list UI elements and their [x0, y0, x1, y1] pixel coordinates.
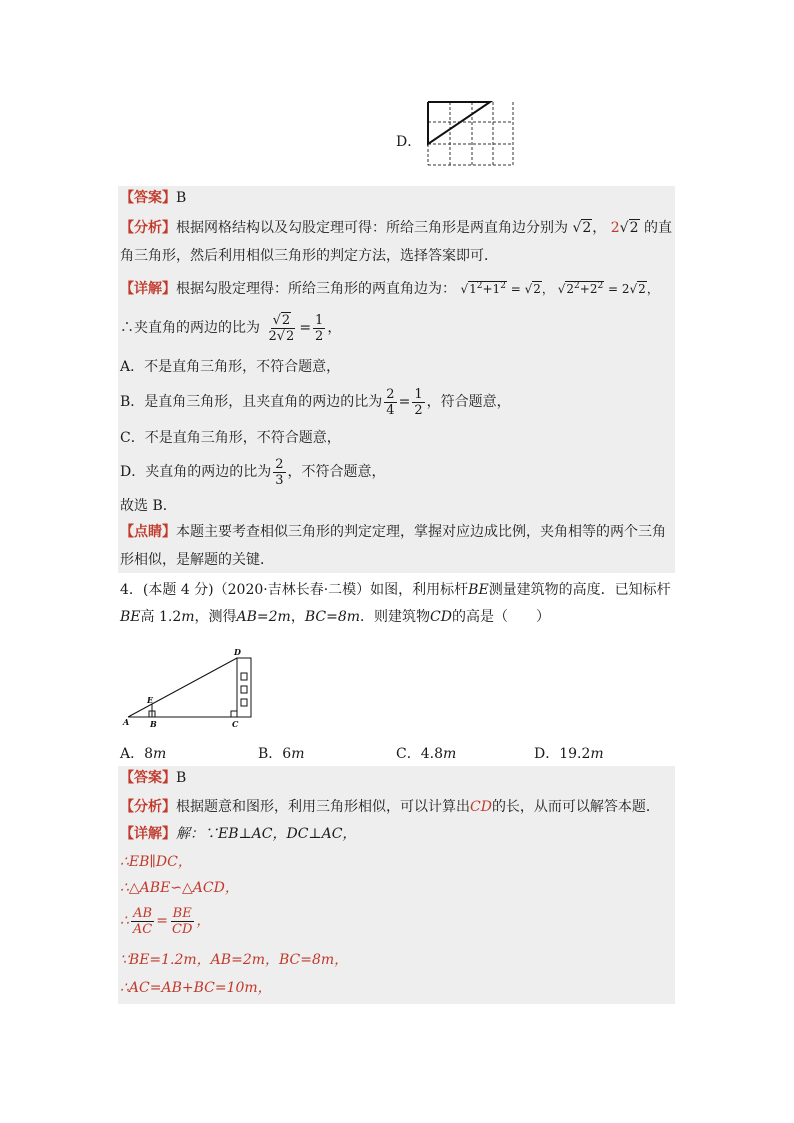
choice-c[interactable]: [396, 743, 456, 763]
analysis-line-2: 角三角形，然后利用相似三角形的判定方法，选择答案即可．: [120, 248, 498, 264]
frac-num: 2: [281, 312, 291, 328]
frac-den: 3: [275, 472, 284, 488]
label-c: C: [232, 719, 239, 729]
step-similar: ∴△ABE∽△ACD，: [120, 880, 239, 896]
frac-den: AC: [132, 921, 153, 937]
answer-value: B: [176, 770, 187, 786]
answer-tag: 【答案】: [120, 190, 176, 206]
frac-suffix: ，: [196, 913, 211, 929]
fraction-ab-ac: [131, 906, 154, 937]
term: 1: [469, 282, 477, 296]
answer-line-2: [120, 768, 186, 788]
term: 2: [638, 282, 646, 296]
sqrt-value: 2: [629, 220, 639, 236]
question-text: 的高是（ ）: [451, 609, 550, 625]
term: 2: [589, 282, 598, 296]
point-line-2: 形相似，是解题的关键．: [120, 552, 274, 568]
analysis-text: 的长，从而可以解答本题．: [491, 799, 660, 815]
point-text: 本题主要考查相似三角形的判定定理，掌握对应边成比例，夹角相等的两个三角: [176, 524, 666, 540]
question-text: ，: [290, 609, 305, 625]
analysis-tag: 【分析】: [120, 799, 176, 815]
ratio-prefix: ∴夹直角的两边的比为: [120, 320, 260, 336]
label-a: A: [123, 717, 130, 727]
point-tag: 【点睛】: [120, 524, 176, 540]
question-4-line-2: [120, 607, 550, 627]
ratio-rhs-fraction: [313, 313, 325, 344]
step-given: ∵BE=1.2m，AB=2m，BC=8m，: [120, 952, 349, 968]
opt-b-suffix: ，符合题意，: [426, 394, 511, 410]
option-a-line: A．不是直角三角形，不符合题意，: [120, 359, 341, 375]
label-d: D: [234, 647, 241, 657]
step-ac: ∴AC=AB+BC=10m，: [120, 980, 272, 996]
frac-num: AB: [133, 905, 153, 921]
frac-den-coef: 2: [268, 328, 277, 344]
option-d-label: D．: [396, 134, 422, 150]
step-parallel: ∴EB∥DC，: [120, 854, 192, 870]
detail-text: 根据勾股定理得：所给三角形的两直角边为：: [176, 281, 456, 297]
opt-d-suffix: ，不符合题意，: [287, 464, 386, 480]
frac-prefix: ∴: [120, 913, 129, 929]
option-d-line: [120, 452, 386, 492]
var-cd: CD: [430, 609, 452, 625]
opt-b-fraction: [384, 387, 396, 418]
choice-b[interactable]: [258, 743, 304, 763]
opt-b-prefix: B．是直角三角形，且夹直角的两边的比为: [120, 394, 383, 410]
ratio-line: ∴夹直角的两边的比为 $\frac{√2}{2√2}$ = $\frac{1}{2}$ ，: [120, 312, 342, 344]
detail-tag: 【详解】: [120, 281, 176, 297]
frac-den: 2: [315, 328, 324, 344]
choice-text: C．4.8: [396, 746, 443, 762]
coefficient: 2: [610, 220, 620, 236]
var-ab: AB=2m: [236, 609, 291, 625]
detail-line-q4: [120, 824, 356, 844]
choice-d[interactable]: [534, 743, 604, 763]
unit: m: [181, 609, 195, 625]
frac-num: 1: [414, 386, 423, 402]
analysis-line-1: 【分析】根据网格结构以及勾股定理可得：所给三角形是两直角边分别为 √2， 2√2 的直: [120, 220, 672, 236]
choice-a[interactable]: [120, 743, 166, 763]
unit: m: [291, 746, 305, 762]
separator: ，: [592, 220, 607, 236]
var-cd: CD: [470, 799, 492, 815]
analysis-text: 根据网格结构以及勾股定理可得：所给三角形是两直角边分别为: [176, 220, 568, 236]
analysis-tag: 【分析】: [120, 220, 176, 236]
solution-block-1: [118, 186, 675, 573]
unit: m: [442, 746, 457, 762]
detail-tag: 【详解】: [120, 826, 176, 842]
opt-b-rhs-fraction: [412, 387, 424, 418]
question-text: 高 1.2: [140, 609, 182, 625]
question-text: 4．(本题 4 分)（2020·吉林长春·二模）如图，利用标杆: [120, 582, 469, 598]
option-b-line: B．是直角三角形，且夹直角的两边的比为 $\frac{2}{4}$ = $\frac{1}{2}$ ，符合题意，: [120, 386, 511, 418]
term: 2: [533, 282, 541, 296]
choice-text: D．19.2: [534, 746, 591, 762]
var-be: BE: [120, 609, 141, 625]
conclusion-line: 故选 B．: [120, 498, 177, 514]
frac-den: 2: [286, 328, 295, 344]
term: 1: [492, 282, 501, 296]
fraction-be-cd: [170, 906, 194, 937]
frac-num: 1: [315, 312, 324, 328]
frac-den: 2: [414, 402, 423, 418]
sqrt-value: 2: [582, 220, 592, 236]
choice-text: A．8: [120, 746, 154, 762]
ratio-fraction: $\frac{√2}{2√2}$: [268, 312, 295, 344]
var-be: BE: [468, 582, 489, 598]
analysis-line-q4: [120, 797, 660, 817]
building-figure: [116, 645, 266, 733]
point-line-1: [120, 522, 666, 542]
step-proportion: [120, 900, 210, 942]
question-4-line-1: [120, 580, 671, 600]
frac-den: CD: [172, 921, 193, 937]
detail-line-1: 【详解】根据勾股定理得：所给三角形的两直角边为： $√1^2+1^2 = √2$， $√2^2+2^2 = 2√2$，: [120, 281, 659, 297]
opt-d-fraction: [273, 457, 285, 488]
frac-num: BE: [172, 905, 192, 921]
opt-d-prefix: D．夹直角的两边的比为: [120, 464, 272, 480]
answer-tag: 【答案】: [120, 770, 176, 786]
unit: m: [590, 746, 604, 762]
label-e: E: [147, 695, 154, 705]
answer-line-1: [120, 188, 186, 208]
detail-text: 解：∵EB⊥AC，DC⊥AC，: [176, 826, 357, 842]
question-text: 测量建筑物的高度．已知标杆: [488, 582, 671, 598]
option-c-line: C．不是直角三角形，不符合题意，: [120, 430, 341, 446]
ratio-suffix: ，: [327, 320, 342, 336]
grid-figure-d: [426, 100, 516, 168]
term: 2: [566, 282, 575, 296]
unit: m: [153, 746, 167, 762]
coefficient: 2: [621, 282, 630, 296]
choice-text: B．6: [258, 746, 292, 762]
var-bc: BC=8m: [304, 609, 361, 625]
question-text: ，测得: [194, 609, 237, 625]
analysis-text: 根据题意和图形，利用三角形相似，可以计算出: [176, 799, 470, 815]
analysis-text: 的直: [643, 220, 672, 236]
frac-num: 2: [275, 456, 284, 472]
answer-value: B: [176, 190, 187, 206]
frac-num: 2: [386, 386, 395, 402]
equals: =: [156, 913, 168, 929]
label-b: B: [150, 719, 157, 729]
frac-den: 4: [386, 402, 395, 418]
question-text: ．则建筑物: [360, 609, 431, 625]
